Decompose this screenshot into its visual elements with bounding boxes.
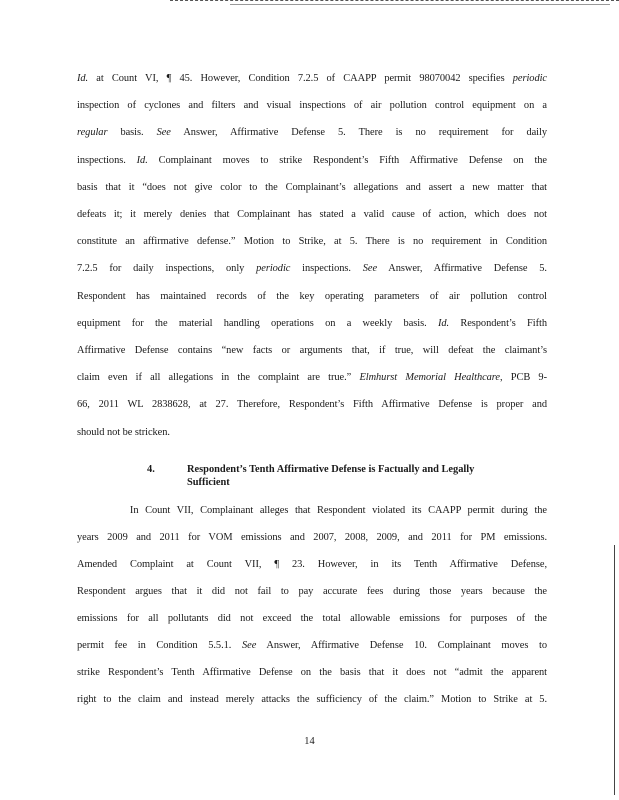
paragraph2-line-em: See <box>242 640 257 651</box>
paragraph2-line-pre: years 2009 and 2011 for VOM emissions and 2007, 2008, 2009, and 2011 for PM emissions. <box>77 532 547 543</box>
paragraph1-line-pre: should not be stricken. <box>77 426 170 438</box>
paragraph1-line-post2: Answer, Affirmative Defense 5. <box>377 263 547 275</box>
scan-edge-right <box>614 545 615 795</box>
paragraph1-line <box>77 154 547 167</box>
paragraph2-line <box>77 585 547 598</box>
paragraph1-line-pre: defeats it; it merely denies that Complainant has stated a valid cause of action, which does not <box>77 209 547 220</box>
paragraph1-line-post: , PCB 9- <box>499 372 547 384</box>
paragraph2-line-pre: right to the claim and instead merely attacks the sufficiency of the claim.” Motion to Strike at 5. <box>77 694 547 705</box>
paragraph1-line-em2: periodic <box>512 73 547 84</box>
paragraph2-line-pre: permit fee in Condition 5.5.1. <box>77 640 243 651</box>
section-heading-line1: Respondent’s Tenth Affirmative Defense is Factually and Legally <box>187 464 475 475</box>
paragraph1-line <box>77 317 547 330</box>
paragraph1-line-em: regular <box>77 127 108 139</box>
paragraph2-line <box>77 666 547 679</box>
paragraph1-line-post: basis. <box>107 127 157 139</box>
paragraph1-line-post2: Answer, Affirmative Defense 5. There is no requirement for daily <box>170 127 547 139</box>
section-heading-title <box>187 463 547 489</box>
paragraph1-line-em: Id. <box>77 73 89 84</box>
paragraph2-line <box>77 504 547 517</box>
paragraph1-line-pre: 66, 2011 WL 2838628, at 27. Therefore, Respondent’s Fifth Affirmative Defense is proper and <box>77 399 547 411</box>
paragraph1-line <box>77 398 547 411</box>
scan-edge-top-secondary <box>230 4 610 5</box>
paragraph1-line-pre: Respondent has maintained records of the key operating parameters of air pollution control <box>77 290 547 302</box>
paragraph1-line <box>77 235 547 248</box>
paragraph1-line-em: Id. <box>136 154 148 166</box>
paragraph1-line <box>77 344 547 357</box>
paragraph1-line-pre: constitute an affirmative defense.” Motion to Strike, at 5. There is no requirement in Condition <box>77 236 547 248</box>
paragraph1-line <box>77 371 547 384</box>
paragraph1-line-post: inspections. <box>290 263 363 275</box>
section-heading-number: 4. <box>147 464 155 475</box>
paragraph1-line-em: periodic <box>256 263 291 275</box>
paragraph1-line-post: Respondent’s Fifth <box>449 317 547 329</box>
paragraph2-line <box>77 531 547 544</box>
paragraph1-line <box>77 262 547 275</box>
paragraph1-line <box>77 126 547 139</box>
paragraph1-line-em2: See <box>362 263 378 275</box>
paragraph1-line-pre: inspections. <box>77 154 137 166</box>
page-number: 14 <box>304 736 315 747</box>
paragraph2-line-pre: strike Respondent’s Tenth Affirmative Defense on the basis that it does not “admit the apparent <box>77 667 547 678</box>
paragraph2-line-pre: Respondent argues that it did not fail to pay accurate fees during those years because the <box>77 586 547 597</box>
paragraph1-line <box>77 290 547 303</box>
paragraph2-line <box>77 558 547 571</box>
paragraph1-line <box>77 99 547 112</box>
paragraph2-line <box>77 693 547 706</box>
paragraph1-line <box>77 208 547 221</box>
paragraph2-line <box>77 639 547 652</box>
paragraph2-line-pre: Amended Complaint at Count VII, ¶ 23. However, in its Tenth Affirmative Defense, <box>77 559 547 570</box>
paragraph2-line-pre: In Count VII, Complainant alleges that Respondent violated its CAAPP permit during the <box>77 505 547 516</box>
paragraph2-line-pre: emissions for all pollutants did not exceed the total allowable emissions for purposes of the <box>77 613 547 624</box>
paragraph2-line <box>77 612 547 625</box>
paragraph1-line-pre: Affirmative Defense contains “new facts or arguments that, if true, will defeat the claimant’s <box>77 345 547 356</box>
section-heading-line2: Sufficient <box>187 477 230 488</box>
paragraph1-line-pre: claim even if all allegations in the complaint are true.” <box>77 372 360 384</box>
paragraph2-line-post: Answer, Affirmative Defense 10. Complainant moves to <box>256 640 547 651</box>
paragraph1-line-em: Id. <box>437 317 450 329</box>
paragraph1-line <box>77 181 547 194</box>
paragraph1-line-pre: basis that it “does not give color to the Complainant’s allegations and assert a new matter that <box>77 181 547 193</box>
paragraph1-line-pre: inspection of cyclones and filters and visual inspections of air pollution control equipment on a <box>77 100 547 112</box>
paragraph1-line <box>77 72 547 85</box>
paragraph1-line-em: Elmhurst Memorial Healthcare <box>359 372 500 384</box>
paragraph1-line-pre: equipment for the material handling operations on a weekly basis. <box>77 317 438 329</box>
paragraph1-line-pre: 7.2.5 for daily inspections, only <box>77 263 257 275</box>
paragraph1-line-em2: See <box>156 127 171 139</box>
paragraph1-line-post: at Count VI, ¶ 45. However, Condition 7.2.5 of CAAPP permit 98070042 specifies <box>88 73 513 84</box>
paragraph1-line <box>77 426 547 439</box>
paragraph1-line-post: Complainant moves to strike Respondent’s Fifth Affirmative Defense on the <box>147 154 547 166</box>
